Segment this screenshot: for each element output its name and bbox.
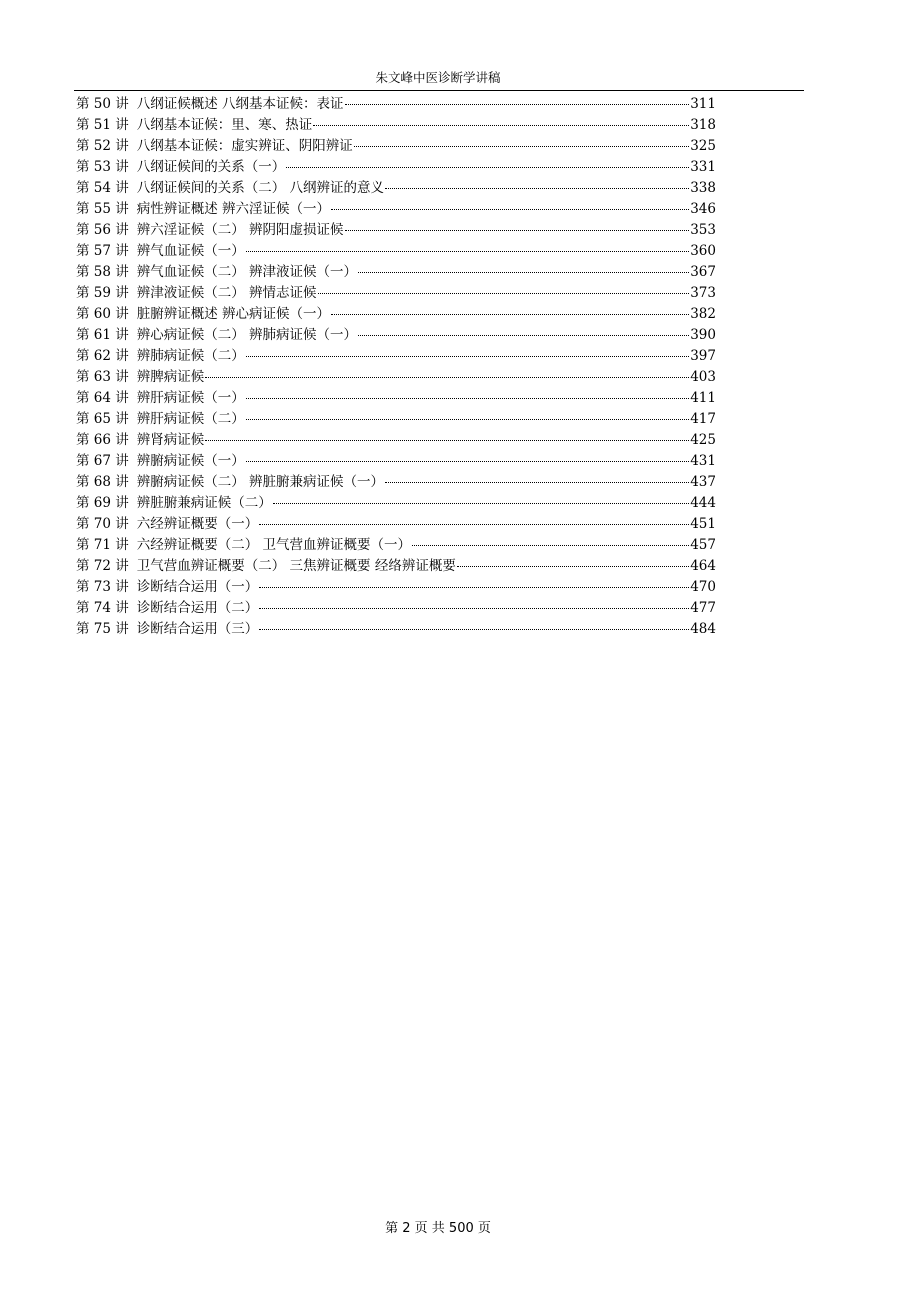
toc-entry-title: 辨肝病证候（二） xyxy=(136,411,245,427)
toc-entry-page: 390 xyxy=(690,327,716,343)
toc-entry-page: 431 xyxy=(690,453,716,469)
toc-entry-title: 辨脾病证候 xyxy=(136,369,205,385)
toc-dot-leader xyxy=(457,566,689,567)
toc-entry-title: 辨气血证候（一） xyxy=(136,243,245,259)
toc-dot-leader xyxy=(259,608,689,609)
toc-dot-leader xyxy=(273,503,689,504)
toc-dot-leader xyxy=(331,209,689,210)
toc-entry-number: 第 69 讲 xyxy=(76,495,129,511)
toc-entry[interactable] xyxy=(76,94,716,115)
toc-entry-title: 诊断结合运用（二） xyxy=(136,600,259,616)
toc-entry-page: 311 xyxy=(690,96,716,112)
toc-entry[interactable] xyxy=(76,199,716,220)
toc-entry[interactable] xyxy=(76,556,716,577)
toc-entry[interactable] xyxy=(76,430,716,451)
toc-entry-title: 八纲证候间的关系（二） 八纲辨证的意义 xyxy=(136,180,385,196)
toc-entry-title: 卫气营血辨证概要（二） 三焦辨证概要 经络辨证概要 xyxy=(136,558,456,574)
toc-entry-number: 第 58 讲 xyxy=(76,264,129,280)
toc-entry[interactable] xyxy=(76,451,716,472)
toc-entry-number: 第 59 讲 xyxy=(76,285,129,301)
table-of-contents xyxy=(76,94,716,640)
toc-entry-page: 338 xyxy=(690,180,716,196)
toc-dot-leader xyxy=(246,419,689,420)
toc-entry-title: 辨肾病证候 xyxy=(136,432,205,448)
toc-entry-page: 403 xyxy=(690,369,716,385)
toc-entry-number: 第 62 讲 xyxy=(76,348,129,364)
toc-dot-leader xyxy=(358,272,689,273)
toc-entry-page: 425 xyxy=(690,432,716,448)
toc-entry-number: 第 50 讲 xyxy=(76,96,129,112)
toc-entry-number: 第 71 讲 xyxy=(76,537,129,553)
toc-entry-page: 477 xyxy=(690,600,716,616)
toc-entry[interactable] xyxy=(76,325,716,346)
toc-dot-leader xyxy=(345,104,690,105)
toc-entry-page: 411 xyxy=(690,390,716,406)
toc-entry[interactable] xyxy=(76,409,716,430)
toc-entry-number: 第 54 讲 xyxy=(76,180,129,196)
toc-dot-leader xyxy=(205,440,689,441)
toc-entry[interactable] xyxy=(76,262,716,283)
toc-entry[interactable] xyxy=(76,178,716,199)
toc-entry-page: 360 xyxy=(690,243,716,259)
toc-entry-title: 辨腑病证候（二） 辨脏腑兼病证候（一） xyxy=(136,474,385,490)
toc-dot-leader xyxy=(246,398,689,399)
toc-entry-number: 第 63 讲 xyxy=(76,369,129,385)
toc-entry-title: 诊断结合运用（一） xyxy=(136,579,259,595)
toc-entry-page: 484 xyxy=(690,621,716,637)
toc-entry[interactable] xyxy=(76,304,716,325)
toc-entry-number: 第 52 讲 xyxy=(76,138,129,154)
toc-entry-number: 第 53 讲 xyxy=(76,159,129,175)
toc-entry-title: 辨心病证候（二） 辨肺病证候（一） xyxy=(136,327,358,343)
toc-entry-title: 辨气血证候（二） 辨津液证候（一） xyxy=(136,264,358,280)
page-header-title: 朱文峰中医诊断学讲稿 xyxy=(375,70,501,85)
toc-dot-leader xyxy=(246,461,689,462)
toc-entry-page: 325 xyxy=(690,138,716,154)
toc-dot-leader xyxy=(358,335,689,336)
toc-entry-title: 辨肝病证候（一） xyxy=(136,390,245,406)
toc-dot-leader xyxy=(385,188,689,189)
toc-entry-number: 第 73 讲 xyxy=(76,579,129,595)
toc-entry-number: 第 65 讲 xyxy=(76,411,129,427)
toc-entry[interactable] xyxy=(76,535,716,556)
toc-entry-page: 397 xyxy=(690,348,716,364)
toc-entry-page: 464 xyxy=(690,558,716,574)
toc-entry-number: 第 74 讲 xyxy=(76,600,129,616)
toc-entry-number: 第 61 讲 xyxy=(76,327,129,343)
toc-entry-page: 444 xyxy=(690,495,716,511)
header-divider xyxy=(74,90,804,91)
toc-entry[interactable] xyxy=(76,598,716,619)
toc-dot-leader xyxy=(331,314,689,315)
toc-dot-leader xyxy=(385,482,689,483)
toc-dot-leader xyxy=(246,356,689,357)
toc-entry-page: 437 xyxy=(690,474,716,490)
toc-entry-title: 辨肺病证候（二） xyxy=(136,348,245,364)
toc-entry-number: 第 66 讲 xyxy=(76,432,129,448)
toc-entry-number: 第 60 讲 xyxy=(76,306,129,322)
toc-dot-leader xyxy=(318,293,690,294)
toc-dot-leader xyxy=(205,377,689,378)
toc-entry-page: 346 xyxy=(690,201,716,217)
toc-dot-leader xyxy=(354,146,689,147)
toc-entry-title: 病性辨证概述 辨六淫证候（一） xyxy=(136,201,331,217)
toc-entry-number: 第 68 讲 xyxy=(76,474,129,490)
toc-entry[interactable] xyxy=(76,283,716,304)
toc-entry-number: 第 70 讲 xyxy=(76,516,129,532)
toc-entry-title: 六经辨证概要（一） xyxy=(136,516,259,532)
toc-entry-page: 457 xyxy=(690,537,716,553)
toc-entry-number: 第 67 讲 xyxy=(76,453,129,469)
toc-entry-title: 八纲证候间的关系（一） xyxy=(136,159,286,175)
toc-entry-number: 第 56 讲 xyxy=(76,222,129,238)
toc-entry-title: 八纲基本证候：里、寒、热证 xyxy=(136,117,313,133)
toc-entry[interactable] xyxy=(76,136,716,157)
toc-dot-leader xyxy=(286,167,689,168)
toc-dot-leader xyxy=(259,524,689,525)
toc-entry-title: 脏腑辨证概述 辨心病证候（一） xyxy=(136,306,331,322)
toc-entry[interactable] xyxy=(76,367,716,388)
toc-dot-leader xyxy=(412,545,689,546)
toc-entry-number: 第 72 讲 xyxy=(76,558,129,574)
toc-entry[interactable] xyxy=(76,346,716,367)
toc-entry-title: 辨津液证候（二） 辨情志证候 xyxy=(136,285,317,301)
toc-entry[interactable] xyxy=(76,388,716,409)
toc-entry-number: 第 64 讲 xyxy=(76,390,129,406)
toc-entry[interactable] xyxy=(76,514,716,535)
toc-entry-number: 第 55 讲 xyxy=(76,201,129,217)
toc-dot-leader xyxy=(246,251,689,252)
toc-entry-page: 470 xyxy=(690,579,716,595)
toc-entry-page: 382 xyxy=(690,306,716,322)
toc-entry-number: 第 57 讲 xyxy=(76,243,129,259)
toc-entry-title: 六经辨证概要（二） 卫气营血辨证概要（一） xyxy=(136,537,412,553)
toc-entry-title: 辨脏腑兼病证候（二） xyxy=(136,495,272,511)
toc-entry-page: 318 xyxy=(690,117,716,133)
toc-entry[interactable] xyxy=(76,115,716,136)
toc-entry-number: 第 75 讲 xyxy=(76,621,129,637)
toc-entry-title: 辨腑病证候（一） xyxy=(136,453,245,469)
toc-entry-page: 353 xyxy=(690,222,716,238)
toc-dot-leader xyxy=(259,629,689,630)
toc-dot-leader xyxy=(313,125,689,126)
toc-entry-title: 八纲基本证候：虚实辨证、阴阳辨证 xyxy=(136,138,353,154)
toc-entry[interactable] xyxy=(76,220,716,241)
toc-entry-title: 八纲证候概述 八纲基本证候：表证 xyxy=(136,96,344,112)
toc-entry[interactable] xyxy=(76,157,716,178)
toc-dot-leader xyxy=(345,230,690,231)
toc-entry[interactable] xyxy=(76,619,716,640)
toc-entry-page: 417 xyxy=(690,411,716,427)
toc-entry-page: 373 xyxy=(690,285,716,301)
toc-dot-leader xyxy=(259,587,689,588)
toc-entry[interactable] xyxy=(76,472,716,493)
toc-entry-number: 第 51 讲 xyxy=(76,117,129,133)
page-footer-page-number: 第 2 页 共 500 页 xyxy=(385,1221,491,1236)
toc-entry-page: 331 xyxy=(690,159,716,175)
toc-entry-title: 辨六淫证候（二） 辨阴阳虚损证候 xyxy=(136,222,344,238)
toc-entry-page: 367 xyxy=(690,264,716,280)
toc-entry-page: 451 xyxy=(690,516,716,532)
toc-entry-title: 诊断结合运用（三） xyxy=(136,621,259,637)
toc-entry[interactable] xyxy=(76,577,716,598)
toc-entry[interactable] xyxy=(76,493,716,514)
toc-entry[interactable] xyxy=(76,241,716,262)
